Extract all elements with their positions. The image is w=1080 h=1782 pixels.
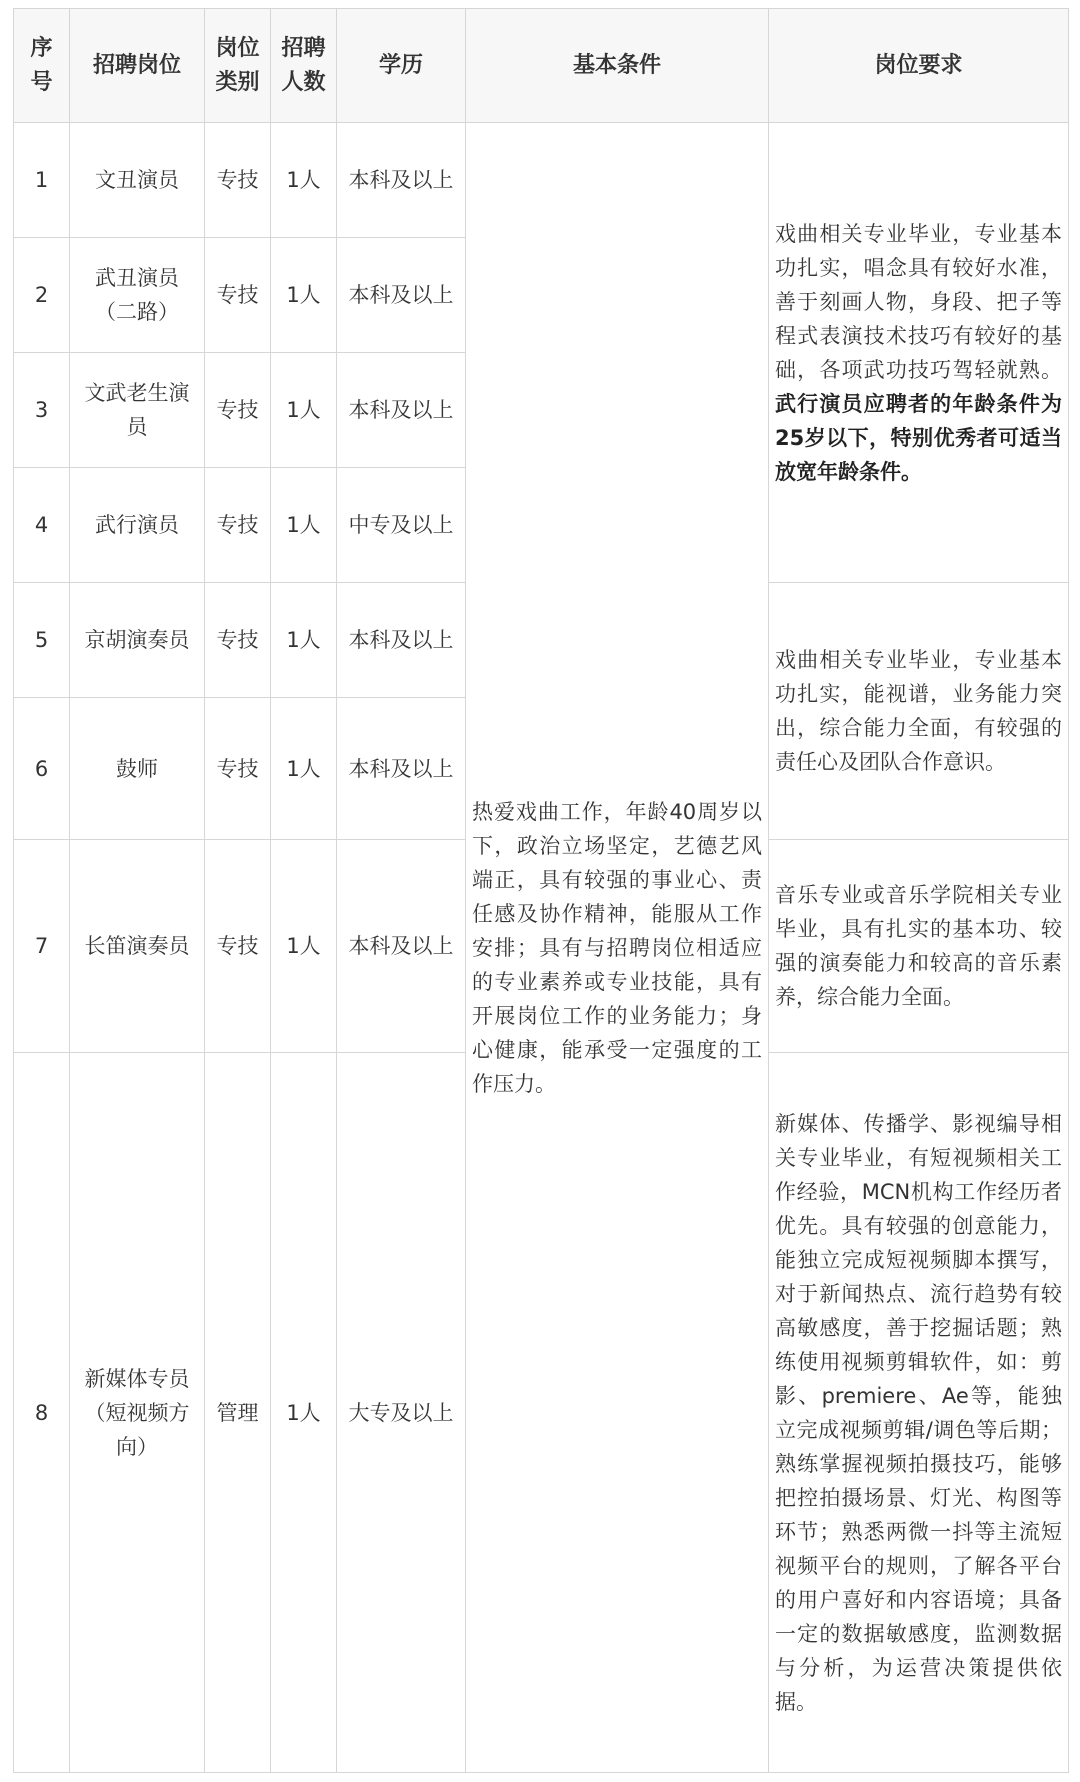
- cell-basic-conditions: 热爱戏曲工作，年龄40周岁以下，政治立场坚定，艺德艺风端正，具有较强的事业心、责任感及协作精神，能服从工作安排；具有与招聘岗位相适应的专业素养或专业技能，具有开展岗位工作的业务能力；身心健康，能承受一定强度的工作压力。: [466, 123, 769, 1773]
- cell-requirements-group1: [769, 123, 1069, 583]
- header-education: 学历: [337, 9, 466, 123]
- cell-count: 1人: [271, 583, 337, 698]
- recruitment-table-container: [13, 8, 1068, 1773]
- cell-seq: 4: [14, 468, 70, 583]
- header-count: 招聘人数: [271, 9, 337, 123]
- cell-education: 本科及以上: [337, 840, 466, 1053]
- cell-seq: 7: [14, 840, 70, 1053]
- cell-count: 1人: [271, 123, 337, 238]
- cell-category: 专技: [205, 238, 271, 353]
- requirements-group1-text: 戏曲相关专业毕业，专业基本功扎实，唱念具有较好水准，善于刻画人物，身段、把子等程式表演技术技巧有较好的基础，各项武功技巧驾轻就熟。: [775, 221, 1062, 382]
- cell-education: 本科及以上: [337, 353, 466, 468]
- cell-category: 专技: [205, 583, 271, 698]
- cell-education: 中专及以上: [337, 468, 466, 583]
- cell-category: 管理: [205, 1053, 271, 1773]
- cell-category: 专技: [205, 353, 271, 468]
- cell-requirements-group4: 新媒体、传播学、影视编导相关专业毕业，有短视频相关工作经验，MCN机构工作经历者优先。具有较强的创意能力，能独立完成短视频脚本撰写，对于新闻热点、流行趋势有较高敏感度，善于挖掘话题；熟练使用视频剪辑软件，如：剪影、premiere、Ae等，能独立完成视频剪辑/调色等后期；熟练掌握视频拍摄技巧，能够把控拍摄场景、灯光、构图等环节；熟悉两微一抖等主流短视频平台的规则，了解各平台的用户喜好和内容语境；具备一定的数据敏感度，监测数据与分析，为运营决策提供依据。: [769, 1053, 1069, 1773]
- header-seq: 序号: [14, 9, 70, 123]
- header-basic-conditions: 基本条件: [466, 9, 769, 123]
- cell-education: 本科及以上: [337, 238, 466, 353]
- table-row: [14, 123, 1069, 238]
- cell-education: 本科及以上: [337, 698, 466, 840]
- cell-position: 武行演员: [70, 468, 205, 583]
- cell-count: 1人: [271, 698, 337, 840]
- cell-seq: 3: [14, 353, 70, 468]
- header-category: 岗位类别: [205, 9, 271, 123]
- cell-requirements-group2: 戏曲相关专业毕业，专业基本功扎实，能视谱，业务能力突出，综合能力全面，有较强的责任心及团队合作意识。: [769, 583, 1069, 840]
- cell-position: 京胡演奏员: [70, 583, 205, 698]
- cell-position: 文丑演员: [70, 123, 205, 238]
- header-position: 招聘岗位: [70, 9, 205, 123]
- requirements-group1-bold-text: 武行演员应聘者的年龄条件为25岁以下，特别优秀者可适当放宽年龄条件。: [775, 391, 1062, 484]
- cell-count: 1人: [271, 1053, 337, 1773]
- cell-category: 专技: [205, 123, 271, 238]
- cell-seq: 2: [14, 238, 70, 353]
- cell-category: 专技: [205, 698, 271, 840]
- header-requirements: 岗位要求: [769, 9, 1069, 123]
- header-row: [14, 9, 1069, 123]
- cell-education: 大专及以上: [337, 1053, 466, 1773]
- cell-count: 1人: [271, 353, 337, 468]
- cell-position: 新媒体专员（短视频方向）: [70, 1053, 205, 1773]
- cell-seq: 5: [14, 583, 70, 698]
- cell-seq: 1: [14, 123, 70, 238]
- cell-position: 鼓师: [70, 698, 205, 840]
- cell-seq: 8: [14, 1053, 70, 1773]
- cell-category: 专技: [205, 468, 271, 583]
- cell-category: 专技: [205, 840, 271, 1053]
- cell-education: 本科及以上: [337, 583, 466, 698]
- cell-position: 武丑演员（二路）: [70, 238, 205, 353]
- cell-count: 1人: [271, 238, 337, 353]
- cell-count: 1人: [271, 840, 337, 1053]
- cell-seq: 6: [14, 698, 70, 840]
- recruitment-table: [13, 8, 1069, 1773]
- cell-count: 1人: [271, 468, 337, 583]
- cell-position: 长笛演奏员: [70, 840, 205, 1053]
- cell-position: 文武老生演员: [70, 353, 205, 468]
- cell-education: 本科及以上: [337, 123, 466, 238]
- cell-requirements-group3: 音乐专业或音乐学院相关专业毕业，具有扎实的基本功、较强的演奏能力和较高的音乐素养，综合能力全面。: [769, 840, 1069, 1053]
